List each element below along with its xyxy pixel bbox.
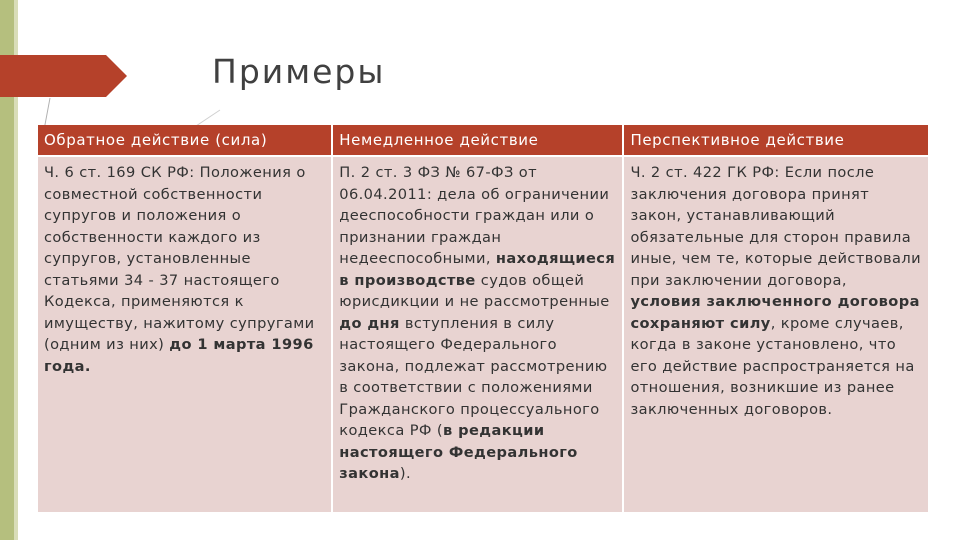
- cell-bold-text: условия заключенного договора сохраняют силу: [630, 293, 920, 332]
- header-prospective: Перспективное действие: [623, 125, 928, 156]
- cell-text: вступления в силу настоящего Федерального закона, подлежат рассмотрению в соответствии с положениями Гражданского процессуального кодекса РФ (: [339, 314, 608, 439]
- cell-text: П. 2 ст. 3 ФЗ № 67-ФЗ от 06.04.2011: дела об ограничении дееспособности граждан или о признании граждан недееспособными,: [339, 164, 610, 267]
- header-immediate: Немедленное действие: [332, 125, 623, 156]
- comparison-table: [38, 125, 928, 512]
- cell-text: судов общей юрисдикции и не рассмотренные: [339, 271, 610, 310]
- cell-text: ).: [399, 465, 411, 482]
- cell-immediate: [332, 156, 623, 512]
- header-retroactive: Обратное действие (сила): [38, 125, 332, 156]
- table-row: [38, 156, 928, 512]
- table-header-row: [38, 125, 928, 156]
- cell-bold-text: в редакции настоящего Федерального закона: [339, 422, 578, 482]
- cell-bold-text: находящиеся в производстве: [339, 250, 616, 289]
- cell-retroactive: [38, 156, 332, 512]
- cell-prospective: [623, 156, 928, 512]
- cell-text: , кроме случаев, когда в законе установлено, что его действие распространяется на отношения, возникшие из ранее заключенных договоров.: [630, 314, 915, 418]
- title-arrow-tab: [0, 55, 127, 97]
- slide-title: Примеры: [212, 52, 386, 91]
- cell-bold-text: до дня: [339, 314, 400, 332]
- cell-text: Ч. 6 ст. 169 СК РФ: Положения о совместной собственности супругов и положения о собственности каждого из супругов, установленные статьями 34 - 37 настоящего Кодекса, применяются к имуществу, нажитому супругами (одним из них): [44, 164, 315, 353]
- cell-text: Ч. 2 ст. 422 ГК РФ: Если после заключения договора принят закон, устанавливающий обязательные для сторон правила иные, чем те, которые действовали при заключении договора,: [630, 164, 922, 289]
- cell-bold-text: до 1 марта 1996 года.: [44, 336, 314, 375]
